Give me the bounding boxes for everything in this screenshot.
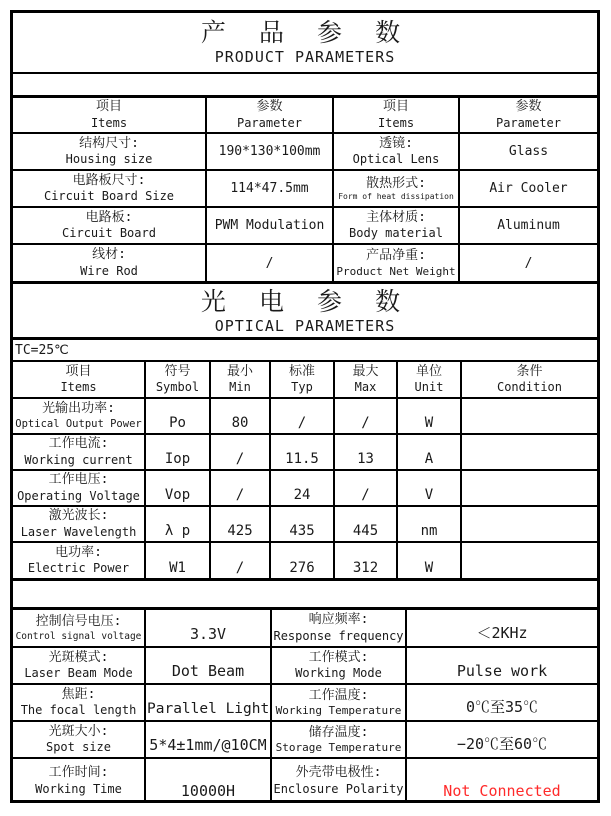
value-cell: 3.3V xyxy=(145,610,271,647)
working-spec-table xyxy=(13,610,597,803)
item-cell xyxy=(13,434,145,470)
table-row xyxy=(13,506,597,542)
item-cell xyxy=(13,170,206,207)
value-cell: Aluminum xyxy=(459,207,597,244)
header-en: Typ xyxy=(291,380,313,395)
item-cell xyxy=(13,470,145,506)
condition-cell xyxy=(461,398,597,434)
unit-cell: V xyxy=(397,470,461,506)
header-zh: 项目 xyxy=(95,99,122,115)
value-cell: 190*130*100mm xyxy=(206,133,333,170)
item-cell xyxy=(13,506,145,542)
item-label-en: Operating Voltage xyxy=(17,488,140,503)
item-label-en: Body material xyxy=(349,226,443,241)
item-label-zh: 光输出功率: xyxy=(42,401,115,417)
item-label-zh: 焦距: xyxy=(61,686,96,702)
item-label-en: Working Temperature xyxy=(275,704,402,718)
typ-cell: 276 xyxy=(270,542,334,578)
table-row xyxy=(13,721,597,758)
header-parameter-1 xyxy=(206,98,333,133)
header-zh: 参数 xyxy=(515,99,542,115)
header-en: Items xyxy=(90,115,128,130)
table-header-row xyxy=(13,98,597,133)
header-zh: 标准 xyxy=(288,363,315,379)
header-en: Unit xyxy=(414,380,444,395)
item-label-en: Storage Temperature xyxy=(275,741,402,755)
table-row xyxy=(13,758,597,803)
header-typ xyxy=(270,362,334,398)
value-cell-alert: Not Connected xyxy=(406,758,597,803)
header-condition xyxy=(461,362,597,398)
item-label-en: Control signal voltage xyxy=(15,630,142,642)
item-label-zh: 电路板尺寸: xyxy=(72,172,146,188)
header-zh: 条件 xyxy=(516,363,543,379)
value-cell: Glass xyxy=(459,133,597,170)
item-cell xyxy=(333,170,459,207)
item-cell xyxy=(271,721,406,758)
symbol-cell: λ p xyxy=(145,506,210,542)
item-label-zh: 工作电流: xyxy=(48,436,109,452)
item-cell xyxy=(271,758,406,803)
symbol-cell: Vop xyxy=(145,470,210,506)
optical-parameters-table xyxy=(13,362,597,578)
header-zh: 符号 xyxy=(164,363,191,379)
value-cell: 0℃至35℃ xyxy=(406,684,597,721)
item-label-zh: 工作模式: xyxy=(308,649,369,665)
header-zh: 单位 xyxy=(415,363,442,379)
value-cell: −20℃至60℃ xyxy=(406,721,597,758)
table-row xyxy=(13,434,597,470)
header-en: Parameter xyxy=(236,115,303,130)
item-label-en: The focal length xyxy=(20,703,137,718)
value-cell: ＜2KHz xyxy=(406,610,597,647)
header-en: Condition xyxy=(496,380,563,395)
item-cell xyxy=(271,684,406,721)
table-row xyxy=(13,684,597,721)
item-label-en: Form of heat dissipation xyxy=(338,192,454,202)
item-label-en: Wire Rod xyxy=(80,263,138,278)
typ-cell: 24 xyxy=(270,470,334,506)
item-label-zh: 电路板: xyxy=(85,209,133,225)
item-cell xyxy=(13,721,145,758)
header-zh: 项目 xyxy=(65,363,92,379)
table-row xyxy=(13,207,597,244)
item-cell xyxy=(13,398,145,434)
condition-cell xyxy=(461,470,597,506)
spec-sheet xyxy=(10,10,600,803)
item-label-en: Response frequency xyxy=(273,628,404,643)
table-row xyxy=(13,542,597,578)
header-items-2 xyxy=(333,98,459,133)
value-cell: / xyxy=(206,244,333,281)
unit-cell: nm xyxy=(397,506,461,542)
tc-condition-note: TC=25℃ xyxy=(13,340,597,362)
unit-cell: A xyxy=(397,434,461,470)
item-label-en: Circuit Board Size xyxy=(43,189,175,204)
item-label-en: Product Net Weight xyxy=(336,264,456,278)
symbol-cell: Iop xyxy=(145,434,210,470)
typ-cell: / xyxy=(270,398,334,434)
page-title xyxy=(13,13,597,74)
item-label-zh: 透镜: xyxy=(379,135,413,151)
table-header-row xyxy=(13,362,597,398)
item-label-en: Working Time xyxy=(35,781,122,796)
item-cell xyxy=(333,244,459,281)
header-min xyxy=(210,362,270,398)
value-cell: Parallel Light xyxy=(145,684,271,721)
item-cell xyxy=(13,610,145,647)
item-label-zh: 散热形式: xyxy=(366,175,426,191)
item-cell xyxy=(13,758,145,803)
table-row xyxy=(13,244,597,281)
header-items-1 xyxy=(13,98,206,133)
item-label-en: Circuit Board xyxy=(62,226,156,241)
optical-title-en: OPTICAL PARAMETERS xyxy=(214,316,396,335)
item-label-en: Working current xyxy=(24,452,133,467)
item-label-zh: 控制信号电压: xyxy=(35,614,122,630)
item-cell xyxy=(271,647,406,684)
item-label-zh: 产品净重: xyxy=(366,248,426,264)
item-label-en: Spot size xyxy=(45,740,112,755)
symbol-cell: Po xyxy=(145,398,210,434)
table-row xyxy=(13,610,597,647)
item-label-en: Working Mode xyxy=(295,666,382,681)
value-cell: Air Cooler xyxy=(459,170,597,207)
product-parameters-table xyxy=(13,98,597,281)
item-label-zh: 主体材质: xyxy=(366,209,426,225)
item-label-zh: 激光波长: xyxy=(48,508,109,524)
header-zh: 最大 xyxy=(352,363,379,379)
header-en: Parameter xyxy=(495,115,562,130)
item-label-zh: 光斑大小: xyxy=(48,723,109,739)
item-cell xyxy=(13,684,145,721)
condition-cell xyxy=(461,506,597,542)
header-en: Symbol xyxy=(155,380,200,395)
item-cell xyxy=(13,207,206,244)
table-row xyxy=(13,398,597,434)
value-cell: Pulse work xyxy=(406,647,597,684)
header-en: Items xyxy=(377,115,415,130)
item-label-en: Electric Power xyxy=(27,561,130,576)
min-cell: 425 xyxy=(210,506,270,542)
item-label-en: Optical Output Power xyxy=(15,417,142,430)
item-label-zh: 工作温度: xyxy=(308,687,369,703)
item-label-zh: 外壳带电极性: xyxy=(295,765,382,781)
header-max xyxy=(334,362,397,398)
page-title-zh: 产 品 参 数 xyxy=(200,18,410,48)
spacer-row xyxy=(13,74,597,98)
page-title-en: PRODUCT PARAMETERS xyxy=(214,47,396,66)
value-cell: Dot Beam xyxy=(145,647,271,684)
max-cell: 13 xyxy=(334,434,397,470)
typ-cell: 435 xyxy=(270,506,334,542)
item-label-zh: 工作电压: xyxy=(48,472,109,488)
header-en: Items xyxy=(60,380,97,395)
value-cell: 10000H xyxy=(145,758,271,803)
item-label-zh: 线材: xyxy=(92,247,126,263)
header-unit xyxy=(397,362,461,398)
symbol-cell: W1 xyxy=(145,542,210,578)
item-cell xyxy=(333,207,459,244)
item-label-en: Laser Wavelength xyxy=(20,524,137,539)
item-label-zh: 电功率: xyxy=(55,544,102,560)
header-zh: 参数 xyxy=(256,99,283,115)
header-zh: 最小 xyxy=(226,363,253,379)
header-symbol xyxy=(145,362,210,398)
item-cell xyxy=(13,647,145,684)
max-cell: / xyxy=(334,470,397,506)
item-label-en: Optical Lens xyxy=(352,152,440,167)
header-en: Max xyxy=(354,380,377,395)
value-cell: 114*47.5mm xyxy=(206,170,333,207)
unit-cell: W xyxy=(397,542,461,578)
min-cell: / xyxy=(210,542,270,578)
item-label-zh: 响应频率: xyxy=(308,612,369,628)
header-zh: 项目 xyxy=(382,99,409,115)
item-cell xyxy=(13,542,145,578)
spacer-row xyxy=(13,578,597,610)
max-cell: / xyxy=(334,398,397,434)
item-cell xyxy=(271,610,406,647)
value-cell: 5*4±1mm/@10CM xyxy=(145,721,271,758)
condition-cell xyxy=(461,434,597,470)
min-cell: 80 xyxy=(210,398,270,434)
header-en: Min xyxy=(229,380,251,395)
optical-title-zh: 光 电 参 数 xyxy=(200,287,410,316)
header-parameter-2 xyxy=(459,98,597,133)
table-row xyxy=(13,647,597,684)
header-items xyxy=(13,362,145,398)
min-cell: / xyxy=(210,470,270,506)
item-cell xyxy=(333,133,459,170)
item-label-zh: 结构尺寸: xyxy=(79,135,139,151)
table-row xyxy=(13,133,597,170)
item-label-en: Housing size xyxy=(65,152,153,167)
item-cell xyxy=(13,133,206,170)
item-label-zh: 储存温度: xyxy=(308,724,369,740)
max-cell: 312 xyxy=(334,542,397,578)
table-row xyxy=(13,470,597,506)
item-label-zh: 工作时间: xyxy=(48,765,109,781)
unit-cell: W xyxy=(397,398,461,434)
condition-cell xyxy=(461,542,597,578)
value-cell: / xyxy=(459,244,597,281)
section-title-optical xyxy=(13,281,597,340)
value-cell: PWM Modulation xyxy=(206,207,333,244)
item-label-en: Enclosure Polarity xyxy=(273,781,404,796)
item-cell xyxy=(13,244,206,281)
max-cell: 445 xyxy=(334,506,397,542)
typ-cell: 11.5 xyxy=(270,434,334,470)
item-label-en: Laser Beam Mode xyxy=(24,666,133,681)
min-cell: / xyxy=(210,434,270,470)
item-label-zh: 光斑模式: xyxy=(48,649,109,665)
table-row xyxy=(13,170,597,207)
